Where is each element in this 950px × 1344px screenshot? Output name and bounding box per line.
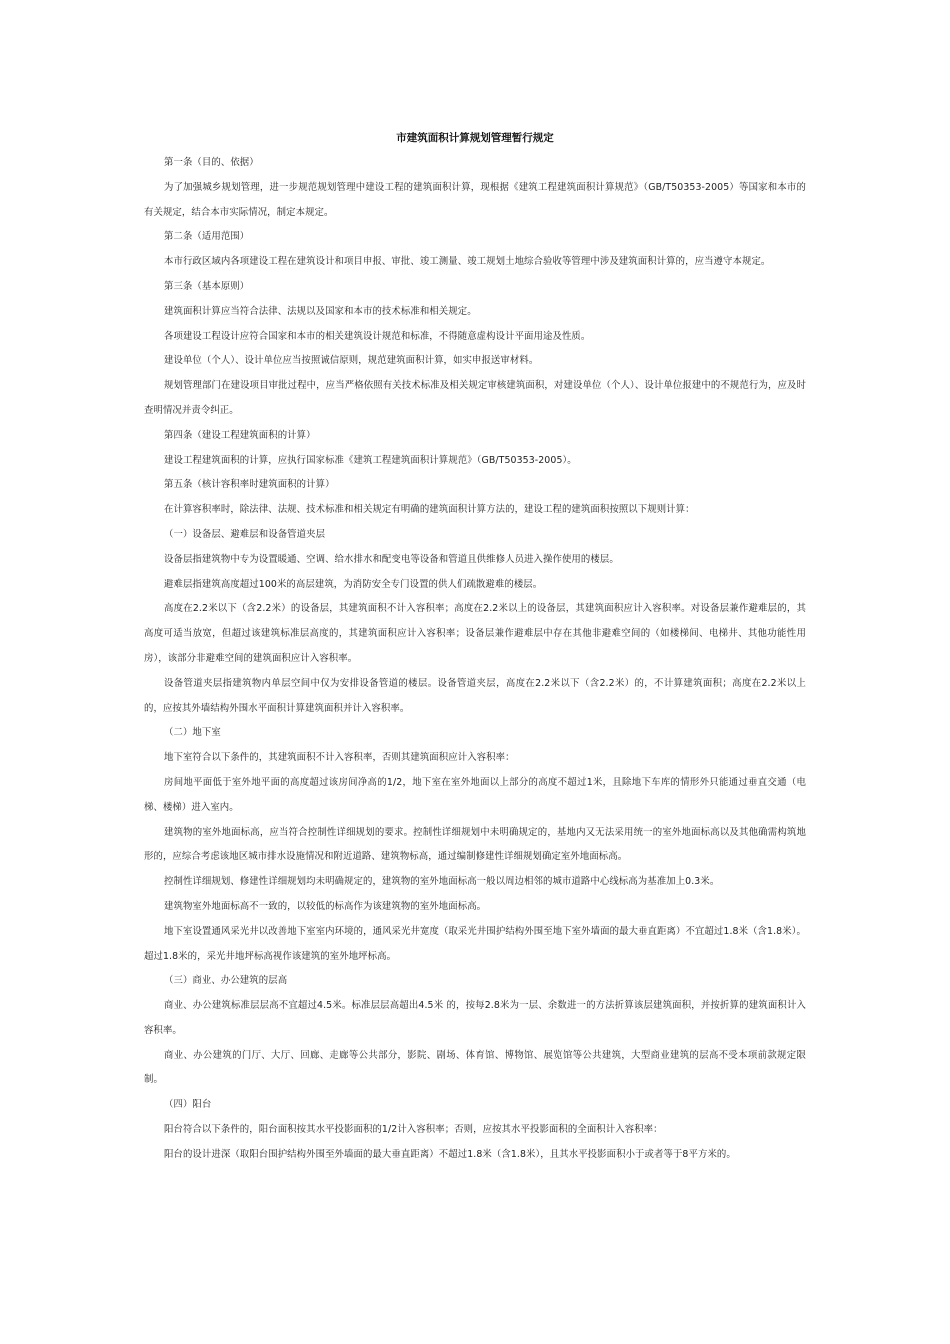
- paragraph: 本市行政区域内各项建设工程在建筑设计和项目申报、审批、竣工测量、竣工规划土地综合验收等管理中涉及建筑面积计算的，应当遵守本规定。: [164, 256, 771, 268]
- paragraph: 商业、办公建筑的门厅、大厅、回廊、走廊等公共部分，影院、剧场、体育馆、博物馆、展览馆等公共建筑，大型商业建筑的层高不受本项前款规定限制。: [144, 1049, 806, 1086]
- paragraph: 设备层指建筑物中专为设置暖通、空调、给水排水和配变电等设备和管道且供维修人员进入操作使用的楼层。: [164, 553, 619, 565]
- paragraph: 地下室设置通风采光井以改善地下室室内环境的，通风采光井宽度（取采光井围护结构外围至地下室外墙面的最大垂直距离）不宜超过1.8米（含1.8米）。超过1.8米的，采光井地坪标高视作该建筑的室外地坪标高。: [144, 925, 806, 962]
- paragraph: 设备管道夹层指建筑物内单层空间中仅为安排设备管道的楼层。设备管道夹层，高度在2.2米以下（含2.2米）的，不计算建筑面积；高度在2.2米以上的，应按其外墙结构外围水平面积计算建筑面积并计入容积率。: [144, 677, 806, 714]
- paragraph: 避难层指建筑高度超过100米的高层建筑，为消防安全专门设置的供人们疏散避难的楼层。: [164, 578, 543, 590]
- article-heading: 第三条（基本原则）: [164, 280, 250, 292]
- paragraph: 商业、办公建筑标准层层高不宜超过4.5米。标准层层高超出4.5米 的，按每2.8米为一层、余数进一的方法折算该层建筑面积，并按折算的建筑面积计入容积率。: [144, 1000, 806, 1036]
- paragraph: 控制性详细规划、修建性详细规划均未明确规定的，建筑物的室外地面标高一般以周边相邻的城市道路中心线标高为基准加上0.3米。: [164, 876, 720, 888]
- paragraph: 为了加强城乡规划管理，进一步规范规划管理中建设工程的建筑面积计算，现根据《建筑工程建筑面积计算规范》（GB/T50353-2005）等国家和本市的有关规定，结合本市实际情况，制定本规定。: [144, 181, 806, 218]
- article-heading: 第一条（目的、依据）: [164, 157, 259, 168]
- paragraph: 建筑面积计算应当符合法律、法规以及国家和本市的技术标准和相关规定。: [164, 305, 477, 317]
- paragraph: 建设工程建筑面积的计算，应执行国家标准《建筑工程建筑面积计算规范》（GB/T50353-2005）。: [164, 454, 577, 466]
- document-title: 市建筑面积计算规划管理暂行规定: [396, 132, 554, 144]
- section-heading: （四）阳台: [164, 1099, 212, 1111]
- section-heading: （二）地下室: [164, 727, 221, 739]
- paragraph: 阳台符合以下条件的，阳台面积按其水平投影面积的1/2计入容积率；否则，应按其水平投影面积的全面积计入容积率：: [164, 1124, 663, 1136]
- paragraph: 建筑物的室外地面标高，应当符合控制性详细规划的要求。控制性详细规划中未明确规定的，基地内又无法采用统一的室外地面标高以及其他确需构筑地形的，应综合考虑该地区城市排水设施情况和附近道路、建筑物标高，通过编制修建性详细规划确定室外地面标高。: [144, 826, 806, 863]
- article-heading: 第二条（适用范围）: [164, 231, 250, 243]
- section-heading: （三）商业、办公建筑的层高: [164, 975, 288, 987]
- paragraph: 在计算容积率时，除法律、法规、技术标准和相关规定有明确的建筑面积计算方法的，建设工程的建筑面积按照以下规则计算：: [164, 504, 695, 516]
- article-heading: 第四条（建设工程建筑面积的计算）: [164, 429, 316, 441]
- paragraph: 高度在2.2米以下（含2.2米）的设备层，其建筑面积不计入容积率；高度在2.2米以上的设备层，其建筑面积应计入容积率。对设备层兼作避难层的，其高度可适当放宽，但超过该建筑标准层高度的，其建筑面积应计入容积率；设备层兼作避难层中存在其他非避难空间的（如楼梯间、电梯井、其他功能性用房），该部分非避难空间的建筑面积应计入容积率。: [144, 603, 806, 664]
- article-heading: 第五条（核计容积率时建筑面积的计算）: [164, 479, 335, 491]
- document-body: [144, 151, 806, 1168]
- paragraph: 房间地平面低于室外地平面的高度超过该房间净高的1/2，地下室在室外地面以上部分的高度不超过1米，且除地下车库的情形外只能通过垂直交通（电梯、楼梯）进入室内。: [144, 776, 806, 813]
- paragraph: 阳台的设计进深（取阳台围护结构外围至外墙面的最大垂直距离）不超过1.8米（含1.8米），且其水平投影面积小于或者等于8平方米的。: [164, 1148, 736, 1160]
- paragraph: 建设单位（个人）、设计单位应当按照诚信原则，规范建筑面积计算，如实申报送审材料。: [164, 355, 539, 367]
- paragraph: 地下室符合以下条件的，其建筑面积不计入容积率，否则其建筑面积应计入容积率：: [164, 752, 515, 764]
- paragraph: 各项建设工程设计应符合国家和本市的相关建筑设计规范和标准，不得随意虚构设计平面用途及性质。: [164, 330, 591, 342]
- section-heading: （一）设备层、避难层和设备管道夹层: [164, 528, 326, 540]
- paragraph: 规划管理部门在建设项目审批过程中，应当严格依照有关技术标准及相关规定审核建筑面积，对建设单位（个人）、设计单位报建中的不规范行为，应及时查明情况并责令纠正。: [144, 380, 806, 416]
- paragraph: 建筑物室外地面标高不一致的，以较低的标高作为该建筑物的室外地面标高。: [164, 900, 487, 912]
